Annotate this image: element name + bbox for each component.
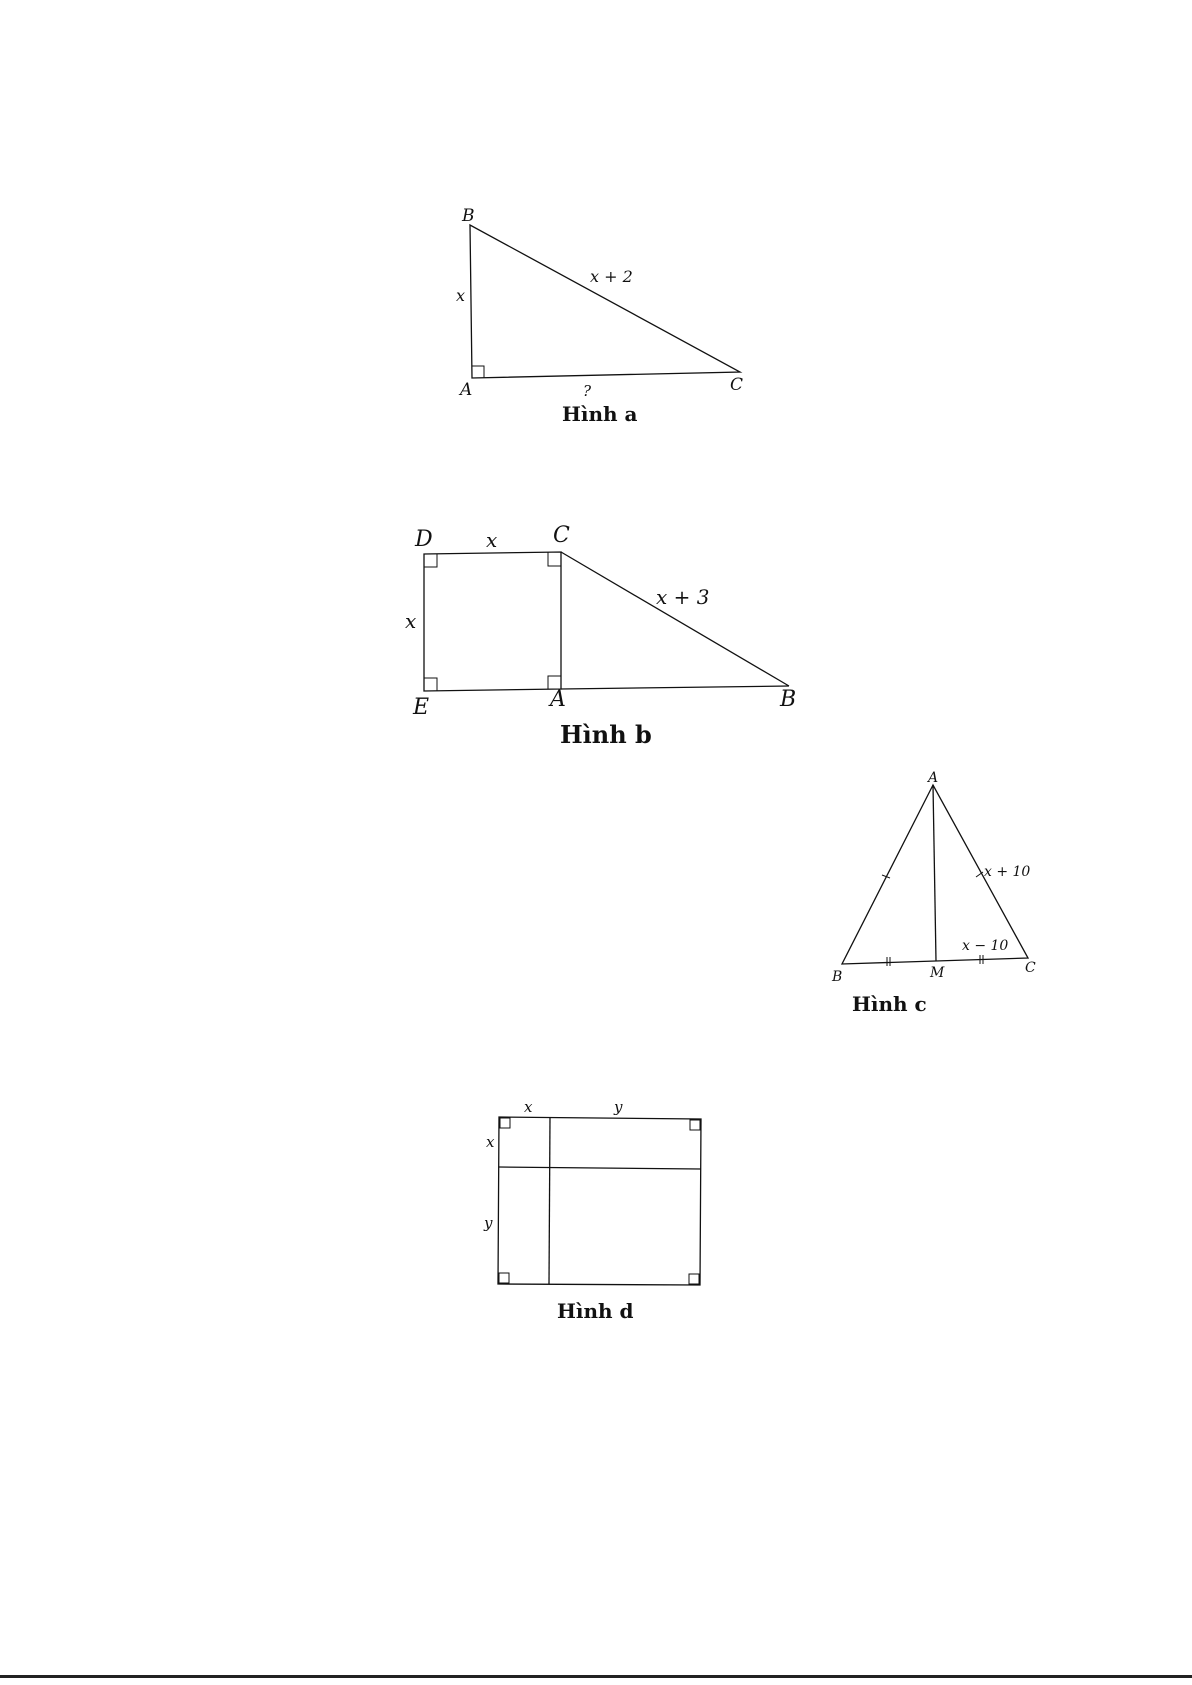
segment-cb: [561, 552, 789, 686]
figure-a: [456, 206, 743, 426]
vertex-m-label: M: [930, 965, 945, 981]
vertex-b-label-b: B: [780, 687, 797, 712]
vertex-c-label: C: [730, 375, 744, 395]
vertex-a-label-c: A: [928, 770, 939, 786]
right-angle-mark-d-bl: [499, 1273, 509, 1283]
vertex-e-label: E: [413, 695, 430, 720]
bottom-border-line: [0, 1675, 1192, 1678]
side-de-label: x: [405, 609, 417, 633]
triangle-abc: [470, 225, 740, 378]
right-angle-mark-d-tr: [690, 1120, 700, 1130]
figure-d: [483, 1098, 701, 1323]
vertex-b-label-c: B: [832, 969, 843, 985]
caption-d: Hình d: [557, 1299, 634, 1323]
side-ac-label-c: x + 10: [984, 864, 1031, 880]
vertex-d-label: D: [415, 527, 433, 552]
left-x-label: x: [486, 1133, 495, 1151]
segment-ab: [561, 686, 789, 689]
square-decA: [424, 552, 561, 691]
side-dc-label: x: [486, 528, 498, 552]
top-x-label: x: [524, 1098, 533, 1116]
right-angle-mark-c: [548, 552, 561, 566]
outer-rectangle: [498, 1117, 701, 1285]
vertex-a-label: A: [460, 380, 473, 400]
divider-horizontal: [499, 1167, 701, 1169]
side-ac-label: ?: [583, 382, 592, 400]
side-cb-label: x + 3: [656, 585, 710, 609]
vertex-b-label: B: [462, 206, 475, 226]
divider-vertical: [549, 1117, 550, 1284]
right-angle-mark-a: [472, 366, 484, 378]
caption-a: Hình a: [562, 402, 638, 426]
caption-b: Hình b: [560, 720, 652, 749]
right-angle-mark-e: [424, 678, 437, 691]
median-am: [933, 785, 936, 961]
right-angle-mark-d: [424, 554, 437, 567]
side-mc-label: x − 10: [962, 938, 1009, 954]
vertex-a-label-b: A: [550, 687, 566, 712]
right-angle-mark-d-br: [689, 1274, 699, 1284]
side-ab-label: x: [456, 286, 466, 305]
vertex-c-label-b: C: [553, 523, 570, 548]
figure-b: [405, 523, 796, 749]
side-bc-label: x + 2: [590, 267, 633, 286]
caption-c: Hình c: [852, 992, 927, 1016]
figure-c: [831, 770, 1036, 1016]
left-y-label: y: [484, 1214, 493, 1232]
top-y-label: y: [614, 1098, 623, 1116]
right-angle-mark-d-tl: [500, 1118, 510, 1128]
vertex-c-label-c: C: [1025, 960, 1036, 976]
